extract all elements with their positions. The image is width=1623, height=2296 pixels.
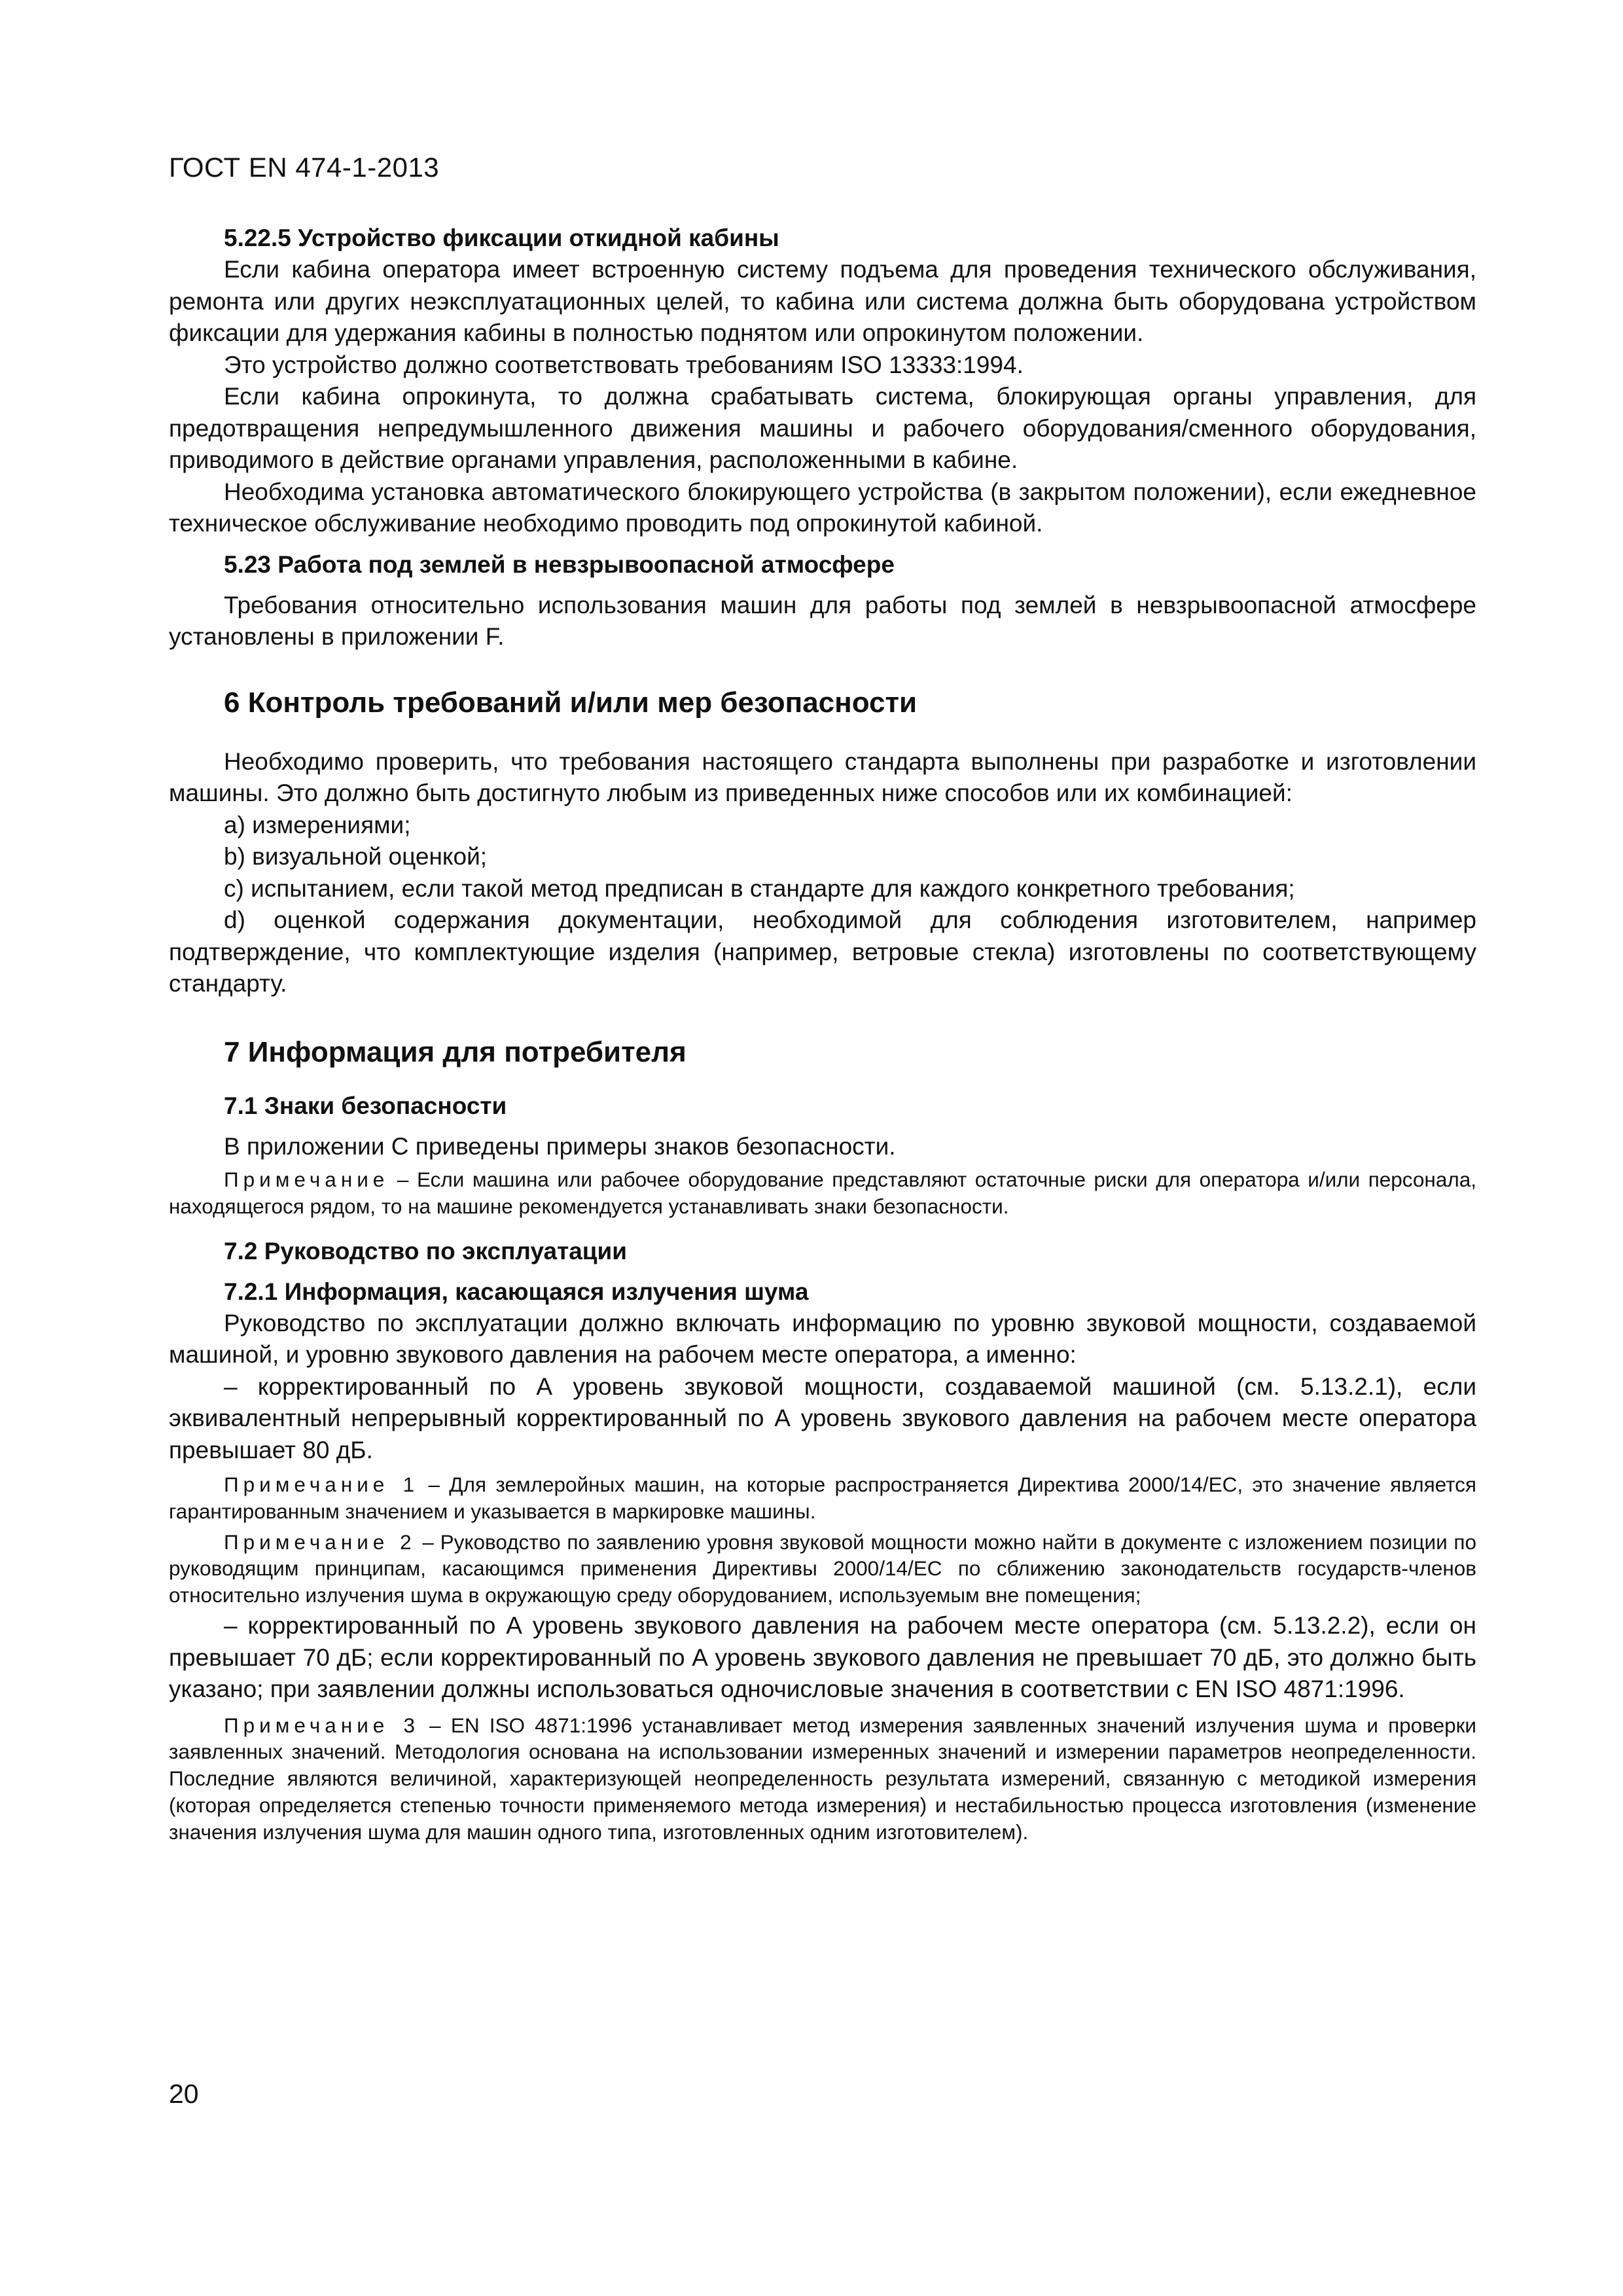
note-text: – Для землеройных машин, на которые распространяется Директива 2000/14/ЕС, это значение является гарантированным значением и указывается в маркировке машины. bbox=[169, 1473, 1476, 1523]
note-text: – EN ISO 4871:1996 устанавливает метод измерения заявленных значений излучения шума и проверки заявленных значений. Методология основана на использовании измеренных значений и измерении параметров неопределенности. Последние являются величиной, характеризующей неопределенность результата измерений, связанную с методикой измерения (которая определяется степенью точности применяемого метода измерения) и нестабильностью процесса изготовления (изменение значения излучения шума для машин одного типа, изготовленных одним изготовителем). bbox=[169, 1713, 1476, 1844]
note-label: Примечание 2 bbox=[224, 1530, 416, 1554]
page-content bbox=[169, 223, 1476, 1846]
section-7-title: 7 Информация для потребителя bbox=[224, 1035, 687, 1068]
section-7-2-1-paragraph-1: Руководство по эксплуатации должно включать информацию по уровню звуковой мощности, создаваемой машиной, и уровню звукового давления на рабочем месте оператора, а именно: bbox=[169, 1309, 1476, 1369]
section-5-22-5-paragraph-2: Это устройство должно соответствовать требованиям ISO 13333:1994. bbox=[224, 351, 1024, 378]
section-7-2-1-note-2 bbox=[169, 1529, 1476, 1609]
section-7-2-1-title: 7.2.1 Информация, касающаяся излучения шума bbox=[224, 1278, 809, 1305]
page-number: 20 bbox=[169, 2079, 199, 2109]
section-7-1-paragraph-1: В приложении С приведены примеры знаков безопасности. bbox=[224, 1132, 896, 1160]
section-7-1-note bbox=[169, 1166, 1476, 1220]
section-5-23-title: 5.23 Работа под землей в невзрывоопасной атмосфере bbox=[224, 550, 895, 578]
section-6-title: 6 Контроль требований и/или мер безопасности bbox=[224, 686, 918, 719]
note-label: Примечание 3 bbox=[224, 1713, 419, 1737]
note-label: Примечание bbox=[224, 1168, 389, 1191]
section-5-22-5-paragraph-4: Необходима установка автоматического блокирующего устройства (в закрытом положении), если ежедневное техническое обслуживание необходимо проводить под опрокинутой кабиной. bbox=[169, 478, 1476, 537]
note-text: – Руководство по заявлению уровня звуковой мощности можно найти в документе с изложением позиции по руководящим принципам, касающимся применения Директивы 2000/14/ЕС по сближению законодательств государств-членов относительно излучения шума в окружающую среду оборудованием, используемым вне помещения; bbox=[169, 1530, 1476, 1607]
section-6-list-item: а) измерениями; bbox=[224, 811, 411, 838]
section-5-22-5-title: 5.22.5 Устройство фиксации откидной кабины bbox=[224, 224, 779, 251]
section-7-2-1-note-3 bbox=[169, 1712, 1476, 1846]
note-label: Примечание 1 bbox=[224, 1473, 419, 1497]
section-6-paragraph-1: Необходимо проверить, что требования настоящего стандарта выполнены при разработке и изготовлении машины. Это должно быть достигнуто любым из приведенных ниже способов или их комбинацией: bbox=[169, 747, 1476, 806]
section-5-22-5-paragraph-1: Если кабина оператора имеет встроенную систему подъема для проведения технического обслуживания, ремонта или других неэксплуатационных целей, то кабина или система должна быть оборудована устройством фиксации для удержания кабины в полностью поднятом или опрокинутом положении. bbox=[169, 256, 1476, 346]
section-7-2-1-note-1 bbox=[169, 1471, 1476, 1525]
section-6-list-item: с) испытанием, если такой метод предписан в стандарте для каждого конкретного требования; bbox=[224, 874, 1295, 902]
section-5-22-5-paragraph-3: Если кабина опрокинута, то должна срабатывать система, блокирующая органы управления, для предотвращения непредумышленного движения машины и рабочего оборудования/сменного оборудования, приводимого в действие органами управления, расположенными в кабине. bbox=[169, 383, 1476, 473]
section-7-2-title: 7.2 Руководство по эксплуатации bbox=[224, 1237, 628, 1265]
section-7-1-title: 7.1 Знаки безопасности bbox=[224, 1092, 507, 1119]
section-6-list-item: b) визуальной оценкой; bbox=[224, 843, 488, 870]
section-7-2-1-paragraph-3: – корректированный по А уровень звукового давления на рабочем месте оператора (см. 5.13.2.2), если он превышает 70 дБ; если корректированный по А уровень звукового давления не превышает 70 дБ, это должно быть указано; при заявлении должны использоваться одночисловые значения в соответствии с EN ISO 4871:1996. bbox=[169, 1612, 1476, 1703]
note-text: – Если машина или рабочее оборудование представляют остаточные риски для оператора и/или персонала, находящегося рядом, то на машине рекомендуется устанавливать знаки безопасности. bbox=[169, 1168, 1476, 1218]
section-7-2-1-paragraph-2: – корректированный по А уровень звуковой мощности, создаваемой машиной (см. 5.13.2.1), если эквивалентный непрерывный корректированный по А уровень звукового давления на рабочем месте оператора превышает 80 дБ. bbox=[169, 1372, 1476, 1463]
standard-header: ГОСТ EN 474-1-2013 bbox=[169, 152, 440, 183]
section-5-23-paragraph-1: Требования относительно использования машин для работы под землей в невзрывоопасной атмосфере установлены в приложении F. bbox=[169, 591, 1476, 650]
section-6-list-item: d) оценкой содержания документации, необходимой для соблюдения изготовителем, например подтверждение, что комплектующие изделия (например, ветровые стекла) изготовлены по соответствующему стандарту. bbox=[169, 906, 1476, 997]
